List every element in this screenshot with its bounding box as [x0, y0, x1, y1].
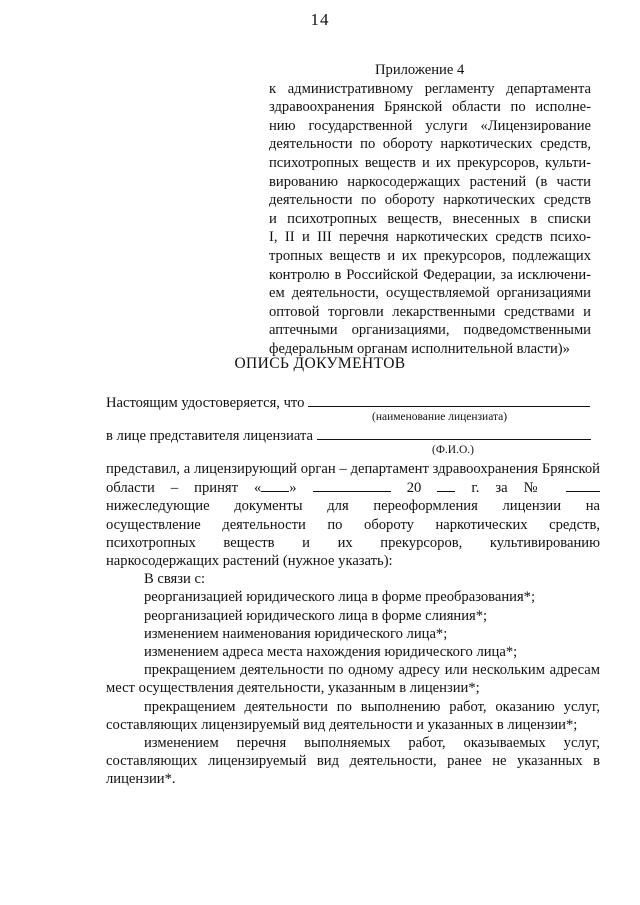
fio-caption: (Ф.И.О.): [432, 444, 474, 456]
appendix-header: [269, 61, 591, 359]
licensee-name-field[interactable]: [308, 392, 590, 407]
acceptance-text-c: 20: [406, 480, 422, 497]
body-line: осуществление деятельности по обороту наркотических средств,: [106, 516, 600, 533]
licensee-row: [106, 392, 590, 412]
reason-item: реорганизацией юридического лица в форме преобразования*;: [144, 589, 536, 606]
body-line: наркосодержащих растений (нужное указать):: [106, 553, 393, 570]
appendix-line: оптовой торговли лекарственными средствами и: [269, 303, 591, 320]
appendix-line: психотропных веществ и их прекурсоров, культи-: [269, 154, 591, 171]
appendix-line: ем деятельности, осуществляемой организациями: [269, 285, 591, 302]
appendix-line: вированию наркосодержащих растений (в части: [269, 173, 591, 190]
appendix-line: контролю в Российской Федерации, за исключени-: [269, 266, 591, 283]
page-number: 14: [310, 10, 330, 29]
appendix-line: деятельности по обороту наркотических средств: [269, 192, 591, 209]
appendix-line: I, II и III перечня наркотических средств психо-: [269, 229, 591, 246]
reason-intro: В связи с:: [144, 571, 206, 588]
reason-paragraph: прекращением деятельности по одному адресу или нескольким адресам мест осуществления деятельности, указанным в лицензии*;: [106, 662, 600, 697]
reason-item: изменением наименования юридического лица*;: [144, 625, 448, 642]
appendix-line: федеральным органам исполнительной власти)»: [269, 340, 570, 357]
appendix-line: деятельности по обороту наркотических средств,: [269, 136, 591, 153]
representative-fio-field[interactable]: [317, 425, 591, 440]
body-line: нижеследующие документы для переоформления лицензии на: [106, 498, 600, 515]
acceptance-text-d: г. за №: [471, 480, 550, 497]
representative-row: [106, 425, 591, 445]
reason-paragraph: изменением перечня выполняемых работ, оказываемых услуг, составляющих лицензируемый вид деятельности, ранее не указанных в лицензии*.: [106, 735, 600, 788]
appendix-title: Приложение 4: [375, 62, 465, 78]
acceptance-text-b: »: [289, 480, 297, 497]
licensee-caption: (наименование лицензиата): [372, 411, 508, 423]
appendix-line: нию государственной услуги «Лицензирование: [269, 117, 591, 134]
reason-paragraph: прекращением деятельности по выполнению работ, оказанию услуг, составляющих лицензируемый вид деятельности и указанных в лицензии*;: [106, 698, 600, 733]
document-title: ОПИСЬ ДОКУМЕНТОВ: [234, 355, 406, 372]
certify-label: Настоящим удостоверяется, что: [106, 395, 305, 411]
reason-item: реорганизацией юридического лица в форме слияния*;: [144, 607, 488, 624]
appendix-line: тропных веществ и их прекурсоров, подлежащих: [269, 247, 591, 264]
appendix-line: и психотропных веществ, внесенных в списки: [269, 210, 591, 227]
body-line: психотропных веществ и их прекурсоров, культивированию: [106, 534, 600, 551]
acceptance-line: [106, 478, 600, 497]
appendix-line: аптечными организациями, подведомственными: [269, 322, 591, 339]
number-field[interactable]: [566, 478, 600, 492]
document-body: [106, 460, 600, 789]
representative-label: в лице представителя лицензиата: [106, 428, 313, 444]
day-field[interactable]: [261, 478, 289, 492]
reason-item: изменением адреса места нахождения юридического лица*;: [144, 644, 518, 661]
body-line: представил, а лицензирующий орган – департамент здравоохранения Брянской: [106, 461, 600, 477]
year-field[interactable]: [437, 478, 455, 492]
acceptance-text-a: области – принят «: [106, 480, 262, 497]
appendix-line: здравоохранения Брянской области по исполне-: [269, 99, 591, 116]
appendix-line: к административному регламенту департамента: [269, 80, 591, 97]
month-field[interactable]: [313, 478, 391, 492]
